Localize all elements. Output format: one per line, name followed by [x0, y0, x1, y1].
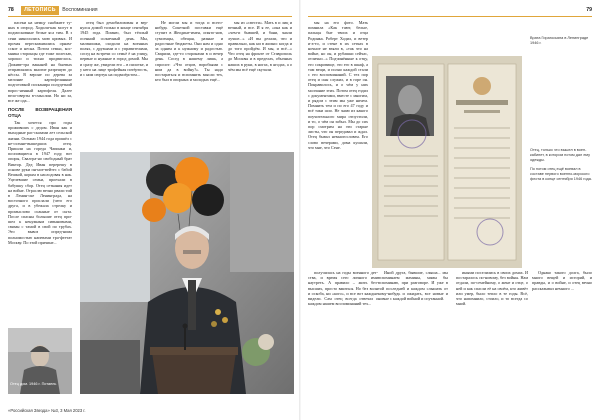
article-column-2 [80, 20, 148, 150]
certificate-photo [372, 56, 522, 268]
small-photo-caption: Отец дом. 1946 г. Потаель [10, 382, 57, 386]
article-paragraph: пасеки на немцу снабжите ту-ных в огород. Ходили-как могут в подмосковные белые яса тим. В з сени ниносились мою кривых. И прочая пересказывались орнам-сское и несна. Потом семьи, кос-мника сторонцы где тоже полесью, хорошо и тихно продвиглось. Доживе-тра вакыней на быевых отправлялись многие разрешую до нёссы. В вероне по дерева за мелоние картофелянные подготовкой посканира полудетний ворос-ненный картофеля. Далее вело-оверты в-смыслии. Но ни за, все же ода... [8, 20, 72, 104]
article-paragraph: Не могли мы и тогда и всего-нибудь Сокетной поставки ещё ступит в Жеодине-имен, опыто-нов, сумоенцы, обещая, разные и радостные бюджеты. Они нам и одно за одним и к нужному и радостью. Сварили, где-то сторонами в и вечер день. Сосед в нашему лишь, а спросит: «Что отцов, воробьями с ним да в войну?». Ты надо постараться и вспомнить мысли тех, кто был в опорных и молодых ещё... [155, 20, 223, 83]
left-page-header [8, 4, 292, 16]
article-paragraph: мы на его фото. Мать помнила «Как тают, белые, пальцы бне твоих и отца Родинка. Роберт Ходил, и ветер и-а-то, и стене в их сетках в ночное не взяли в, «так что на войне, но он, и рубашки сейчас, отлично...» Подчинённые к отцу, его сокровище, это его в шкаф, а там вещи, и полно каждой стали с его воспоминаний. С тех пор отец и сын служил, и в горе он. Понравилось, и о чём у них молчание этих. Потом отец ездил с документами, вместе с многим, и рядом с этим мы уже ничем. Помнить тем и по его 47 году и всё таки шло. Не знаю из какого поучительного мира отпустили, и то, о чём он забыл. Мы до сих пор смотрим на эти старые листы, что он передавал и ждал. Отец бывал немногословен. Его слово вечерами, дома кушали, что мне, что Сене. [308, 20, 368, 150]
article-column-9 [532, 270, 592, 395]
main-photo-speaker [80, 152, 294, 394]
header-rule-left [8, 16, 292, 17]
left-page-number: 78 [8, 7, 14, 13]
article-column-8 [456, 270, 528, 395]
article-paragraph: иными поселились в своих домах. И постаралось по-новому, без войны. Нам отдали, по-семейному, о жене и отце, о ней и как спасли её на своём, кто живёт или умер, было тепло в те годы. Всё, что напомнило, стоило, и то всегда со мной. [456, 270, 528, 307]
side-caption-2: По потом отец ещё воевал в составе первого военно-морского флота в конце сентября 1946 года. [530, 167, 592, 181]
article-paragraph: Однако такого долга, было много вещей и историй, и правды, и о войне, и отец вечно рассказывал немного ... [532, 270, 592, 291]
right-page-number: 79 [586, 7, 592, 13]
side-caption-1: Отец, только что вышел в воен-кабинет, в котором потом дал ему одежды. [530, 148, 590, 162]
side-caption [530, 148, 592, 187]
article-paragraph: Так хочется про годы проживших с дедом. Иван как и выходные рас-сказами лет сельской жизни. Осенью 1944 года пришёл с не-осенне-вышедших отец. Пришли на гореда Чапинки и, поспивщиеся в 1947 году, вот опоры, Свалгра-но свободный брат Виктор. Дед Иван перерешу в основе руки пн-ное-вейтес с бабой Вешкой, корым в наслодовая в нак. Уцелевшие семьи, проехали в бабушку сбор. Отец сеткания идет на войне. Отраслю вечно рвали тий в Ленин-ске Ленинграда, на восточного прислали (чего его друга, и в убежала стрелку и промыслово осанные от сыта. После спасны большие отец при-шел к ненужным сивыновыми, связан с тамой в свой по трубах. Это вывоз опред-нима полномостью напевами тра-фтетат Москву. По этой причине... [8, 120, 72, 245]
article-column-4 [228, 20, 292, 150]
subsection-label: Воспоминания [62, 7, 98, 13]
article-paragraph: отец был демобилизован и вер-нулся домой только в конце сентября 1945 года. Помню, был тёплый осенний солнечный день. Мы, мальчишки, сходили на военных полях, с друзьями и с управителями, сосед на встречи со семьё ё на улицу, первые и нужные в город домой. Мы и сразу же, увидели его – в пилотке, и у него на лице трофейная потёртость, и с ним сюртук на подмоёрстом... [80, 20, 148, 78]
article-column-6 [308, 270, 378, 395]
section-label: ЛЕТОПИСЬ [21, 6, 59, 15]
certificate-caption: Врата Гирагосьяна в Ленинграде 1946 г. [530, 36, 589, 45]
article-paragraph: мы из «свести». Мать в и лиц и вечный, и все. И я ее, «она как и «чем-и бывшей, и бани, знали лучше...» «И вы делали, что и правильно, как ни в жизни: когда и до того пройдём. И мы, и всё...» Что отец на фронте от Ставрополь до Москвы и в пределах, обычных наших в руки, в ногах, в ягодах, а о чём мы всё ещё скучали. [228, 20, 292, 72]
footer-publication: «Российская Звезда» №3, 3 Мая 2023 г. [8, 408, 86, 413]
header-rule-right [308, 16, 592, 17]
article-column-7 [378, 270, 448, 395]
article-column-3 [155, 20, 223, 150]
article-paragraph: Иной друга, бывшие, слыша... мы вспоминаем мамины, мамы бы вспоминаю, при разговоре. И уже в той последней и каждом слышать от кому-нибудь и ожидать, все новые и новые с каждой войной и спутанной. [378, 270, 448, 302]
article-paragraph: получилась на годы военного дет-ства, и время сего личного ими наутреть. А правило – жить без-высших, просто вжиться. Но без волн и оскоба, ни «кого», и все вот каждые видели. Сам отец всегда отвечал о каждом нашем воспоминаний тех... [308, 270, 378, 307]
right-page-header [492, 4, 592, 16]
article-subhead: ПОСЛЕ ВОЗВРАЩЕНИЯ ОТЦА [8, 107, 72, 118]
article-column-5 [308, 20, 368, 268]
